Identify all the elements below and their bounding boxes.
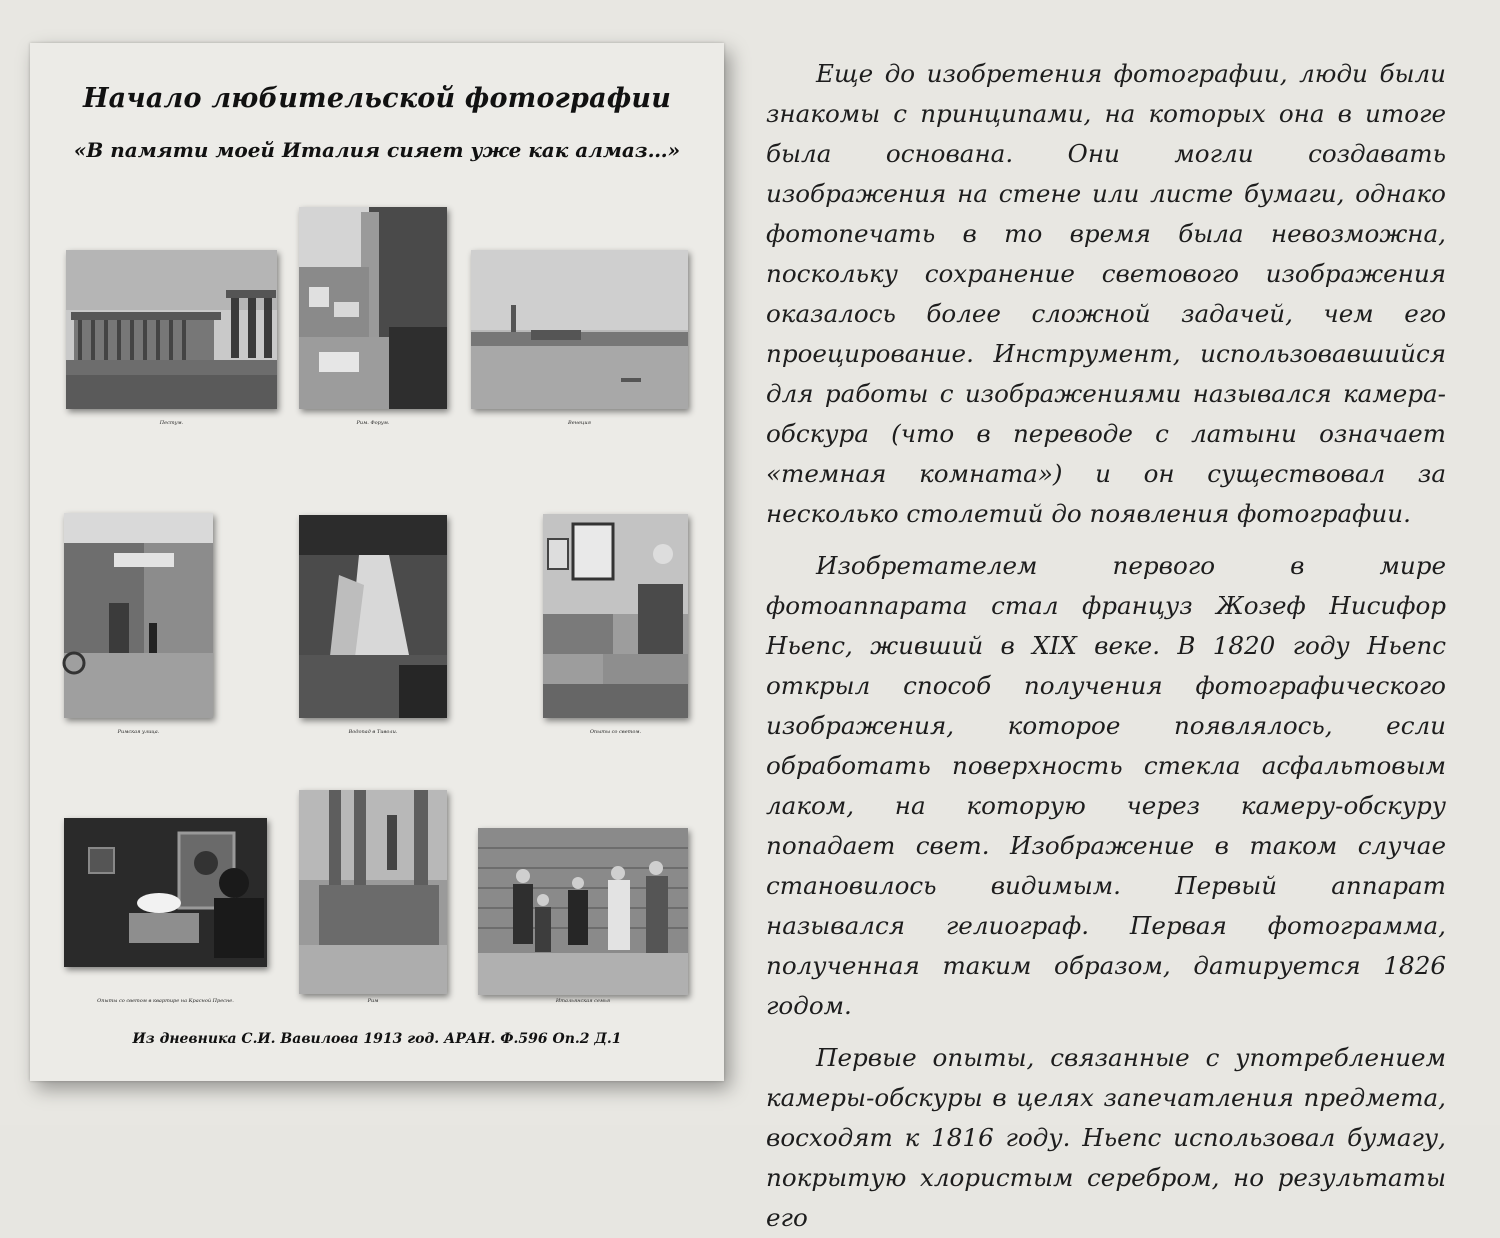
photo-caption: Рим. Форум. (356, 420, 390, 426)
photo-caption: Итальянская семья (555, 998, 611, 1004)
poster-title: Начало любительской фотографии (82, 83, 672, 114)
photo-caption: Римская улица. (117, 729, 160, 735)
photo-caption: Пестум. (159, 420, 184, 426)
lamp-interior-icon (64, 818, 267, 967)
photo-forum (299, 207, 447, 409)
waterfall-icon (299, 515, 447, 718)
forum-ruins-icon (299, 207, 447, 409)
photo-roman-street (64, 513, 213, 718)
photo-caption: Водопад в Тиволи. (348, 729, 398, 735)
man-seated-icon (543, 514, 688, 718)
paragraph: Первые опыты, связанные с употреблением камеры-обскуры в целях запечатления предмета, восходят к 1816 году. Ньепс использовал бумагу, покрытую хлористым серебром, но результаты его (766, 1043, 1446, 1232)
poster-subtitle: «В памяти моей Италия сияет уже как алмаз…» (73, 138, 681, 162)
photo-rome (299, 790, 447, 994)
photo-light-experiments (543, 514, 688, 718)
article-text (766, 54, 1446, 1238)
temple-columns-icon (299, 790, 447, 994)
poster-source-note: Из дневника С.И. Вавилова 1913 год. АРАН. Ф.596 Оп.2 Д.1 (132, 1031, 622, 1047)
photo-lamp-interior (64, 818, 267, 967)
photo-italian-family (478, 828, 688, 995)
paragraph: Изобретателем первого в мире фотоаппарата стал француз Жозеф Нисифор Ньепс, живший в XIX веке. В 1820 году Ньепс открыл способ получения фотографического изображения, которое появлялось, если обработать поверхность стекла асфальтовым лаком, на которую через камеру-обскуру попадает свет. Изображение в таком случае становилось видимым. Первый аппарат назывался гелиограф. Первая фотограмма, полученная таким образом, датируется 1826 годом. (766, 551, 1446, 1020)
temple-ruins-icon (66, 250, 277, 409)
family-group-icon (478, 828, 688, 995)
photo-caption: Опыты со светом в квартире на Красной Пресне. (97, 998, 234, 1004)
photo-paestum (66, 250, 277, 409)
paragraph: Еще до изобретения фотографии, люди были знакомы с принципами, на которых она в итоге была основана. Они могли создавать изображения на стене или листе бумаги, однако фотопечать в то время была невозможна, поскольку сохранение светового изображения оказалось более сложной задачей, чем его проецирование. Инструмент, использовавшийся для работы с изображениями назывался камера-обскура (что в переводе с латыни означает «темная комната») и он существовал за несколько столетий до появления фотографии. (766, 59, 1446, 528)
photo-tivoli (299, 515, 447, 718)
roman-street-icon (64, 513, 213, 718)
photo-caption: Опыты со светом. (589, 729, 642, 735)
venice-panorama-icon (471, 250, 688, 409)
photo-caption: Рим (367, 998, 379, 1004)
photo-caption: Венеция (568, 420, 591, 426)
exhibition-poster (30, 43, 724, 1081)
photo-venice (471, 250, 688, 409)
